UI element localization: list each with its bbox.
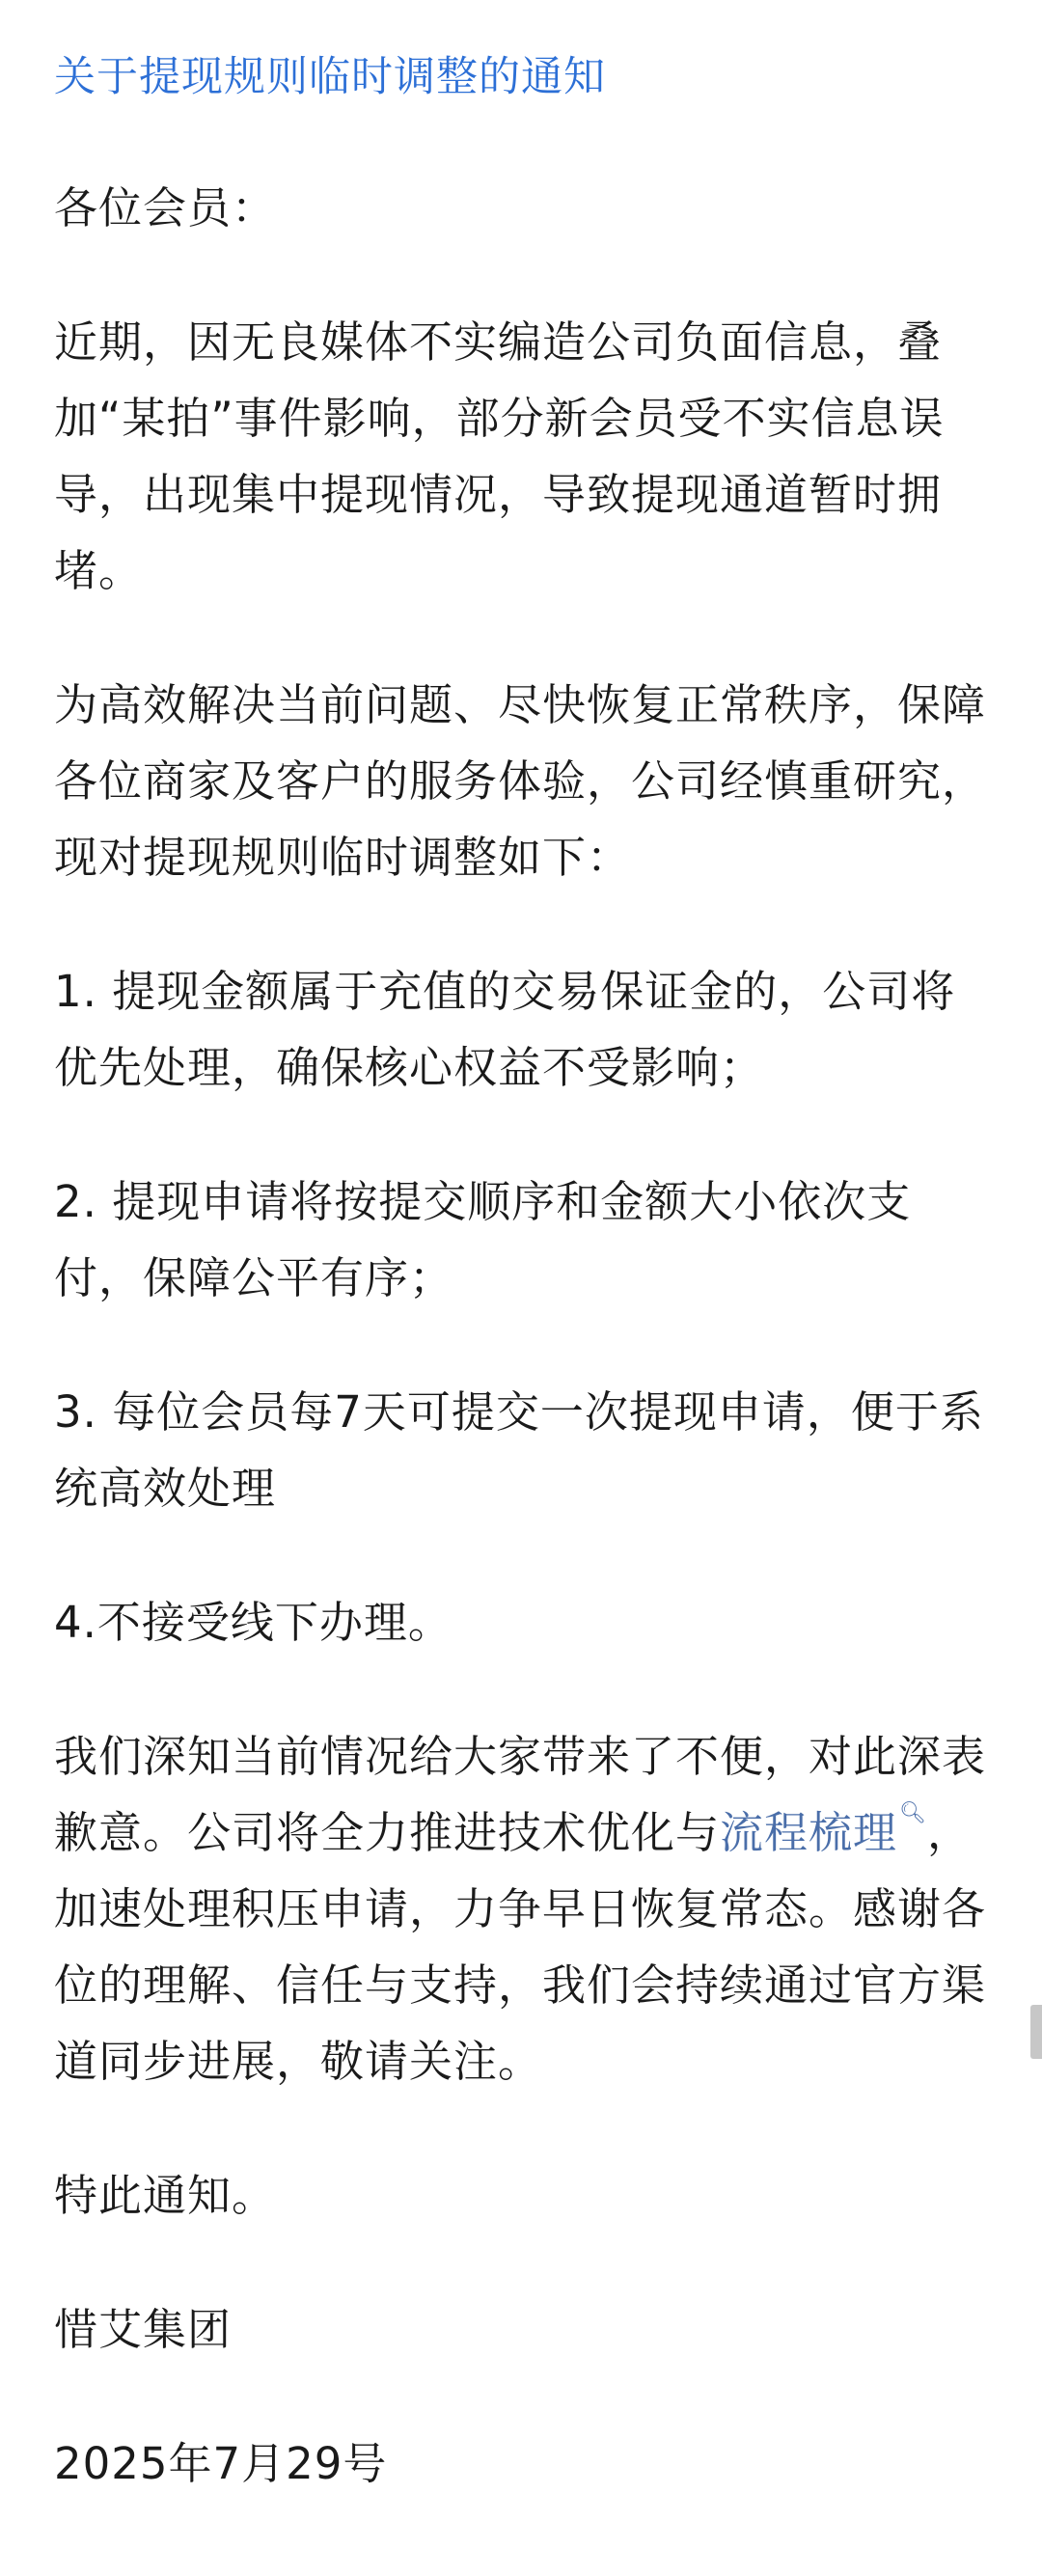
article-title: 关于提现规则临时调整的通知 bbox=[54, 53, 606, 101]
greeting: 各位会员： bbox=[54, 182, 277, 233]
rule-item-1: 1. 提现金额属于充值的交易保证金的，公司将优先处理，确保核心权益不受影响； bbox=[54, 966, 956, 1093]
notice-end: 特此通知。 bbox=[54, 2170, 277, 2221]
rule-item-2: 2. 提现申请将按提交顺序和金额大小依次支付，保障公平有序； bbox=[54, 1176, 912, 1303]
rule-item-3: 3. 每位会员每7天可提交一次提现申请，便于系统高效处理 bbox=[54, 1386, 984, 1514]
closing-text-after-link: ，加速处理积压申请，力争早日恢复常态。感谢各位的理解、信任与支持，我们会持续通过官方渠道同步进展，敬请关注。 bbox=[54, 1807, 987, 2087]
rule-item-4: 4.不接受线下办理。 bbox=[54, 1597, 452, 1648]
closing-paragraph bbox=[54, 1718, 1000, 2099]
search-icon: 🔍︎ bbox=[899, 1801, 927, 1825]
scroll-indicator[interactable] bbox=[1030, 2005, 1042, 2059]
process-link-label: 流程梳理 bbox=[720, 1807, 898, 1858]
process-link[interactable] bbox=[720, 1801, 927, 1858]
signature: 惜艾集团 bbox=[54, 2304, 233, 2355]
intro-paragraph: 近期，因无良媒体不实编造公司负面信息，叠加“某拍”事件影响，部分新会员受不实信息误导，出现集中提现情况，导致提现通道暂时拥堵。 bbox=[54, 316, 945, 596]
date: 2025年7月29号 bbox=[54, 2438, 388, 2489]
purpose-paragraph: 为高效解决当前问题、尽快恢复正常秩序，保障各位商家及客户的服务体验，公司经慎重研究，现对提现规则临时调整如下： bbox=[54, 679, 987, 883]
article bbox=[54, 42, 1000, 2560]
closing-text-before-link: 我们深知当前情况给大家带来了不便，对此深表歉意。公司将全力推进技术优化与 bbox=[54, 1731, 987, 1858]
